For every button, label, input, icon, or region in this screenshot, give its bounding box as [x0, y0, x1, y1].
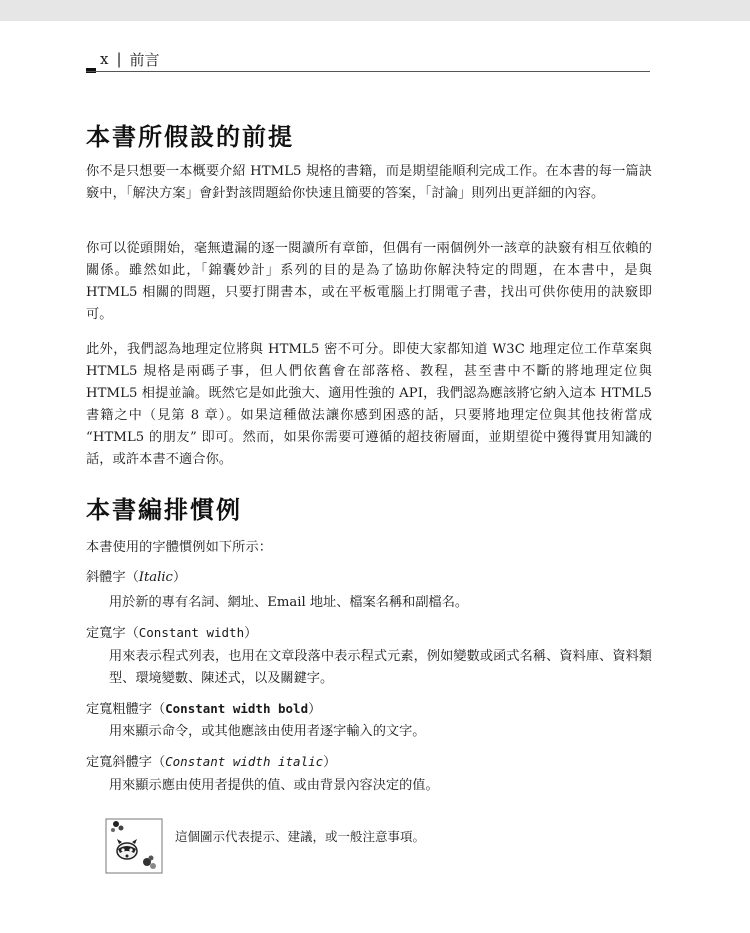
running-head [86, 47, 160, 71]
convention-description: 用來表示程式列表，也用在文章段落中表示程式元素，例如變數或函式名稱、資料庫、資料類型、環境變數、陳述式，以及關鍵字。 [109, 649, 652, 686]
convention-term-constant-width-italic: 定寬斜體字（Constant width italic） [86, 754, 337, 770]
paragraph: 你可以從頭開始，毫無遺漏的逐一閱讀所有章節，但偶有一兩個例外一該章的訣竅有相互依賴的關係。雖然如此，「錦囊妙計」系列的目的是為了協助你解決特定的問題，在本書中，是與 HTML5 相關的問題，只要打開書本，或在平板電腦上打開電子書，找出可供你使用的訣竅即可。 [86, 241, 652, 322]
page-top-band [0, 0, 750, 21]
term-label: 定寬斜體字 [86, 755, 152, 770]
page-number: x [100, 50, 109, 68]
paragraph: 你不是只想要一本概要介紹 HTML5 規格的書籍，而是期望能順利完成工作。在本書的每一篇訣竅中，「解決方案」會針對該問題給你快速且簡要的答案，「討論」則列出更詳細的內容。 [86, 164, 652, 201]
term-label: 定寬粗體字 [86, 702, 152, 717]
convention-description: 用來顯示命令，或其他應該由使用者逐字輸入的文字。 [109, 724, 426, 739]
section-heading-conventions: 本書編排慣例 [86, 496, 242, 524]
chapter-title: 前言 [129, 50, 160, 69]
term-style-sample: Constant width bold [165, 701, 309, 716]
paragraph: 此外，我們認為地理定位將與 HTML5 密不可分。即使大家都知道 W3C 地理定位工作草案與 HTML5 規格是兩碼子事，但人們依舊會在部落格、教程，甚至書中不斷的將地理定位與 HTML5 相提並論。既然它是如此強大、適用性強的 API，我們認為應該將它納入這本 HTML5 書籍之中（見第 8 章）。如果這種做法讓你感到困惑的話，只要將地理定位與其他技術當成 “HTML5 的朋友” 即可。然而，如果你需要可遵循的超技術層面，並期望從中獲得實用知識的話，或許本書不適合你。 [86, 342, 652, 467]
conventions-intro: 本書使用的字體慣例如下所示： [86, 540, 273, 555]
convention-description: 用於新的專有名詞、網址、Email 地址、檔案名稱和副檔名。 [109, 595, 469, 610]
convention-description: 用來顯示應由使用者提供的值、或由背景內容決定的值。 [109, 778, 439, 793]
tip-text: 這個圖示代表提示、建議，或一般注意事項。 [175, 829, 426, 844]
term-label: 斜體字 [86, 570, 126, 585]
term-style-sample: Italic [138, 570, 173, 585]
convention-term-italic: 斜體字（Italic） [86, 570, 187, 585]
running-head-separator: | [116, 50, 122, 68]
term-style-sample: Constant width [138, 625, 245, 640]
term-label: 定寬字 [86, 626, 126, 641]
running-head-rule [86, 71, 650, 72]
convention-term-constant-width-bold: 定寬粗體字（Constant width bold） [86, 701, 322, 717]
term-style-sample: Constant width italic [165, 754, 324, 769]
raccoon-tip-icon [105, 818, 163, 874]
convention-term-constant-width: 定寬字（Constant width） [86, 625, 258, 641]
section-heading-assumptions: 本書所假設的前提 [86, 123, 294, 151]
